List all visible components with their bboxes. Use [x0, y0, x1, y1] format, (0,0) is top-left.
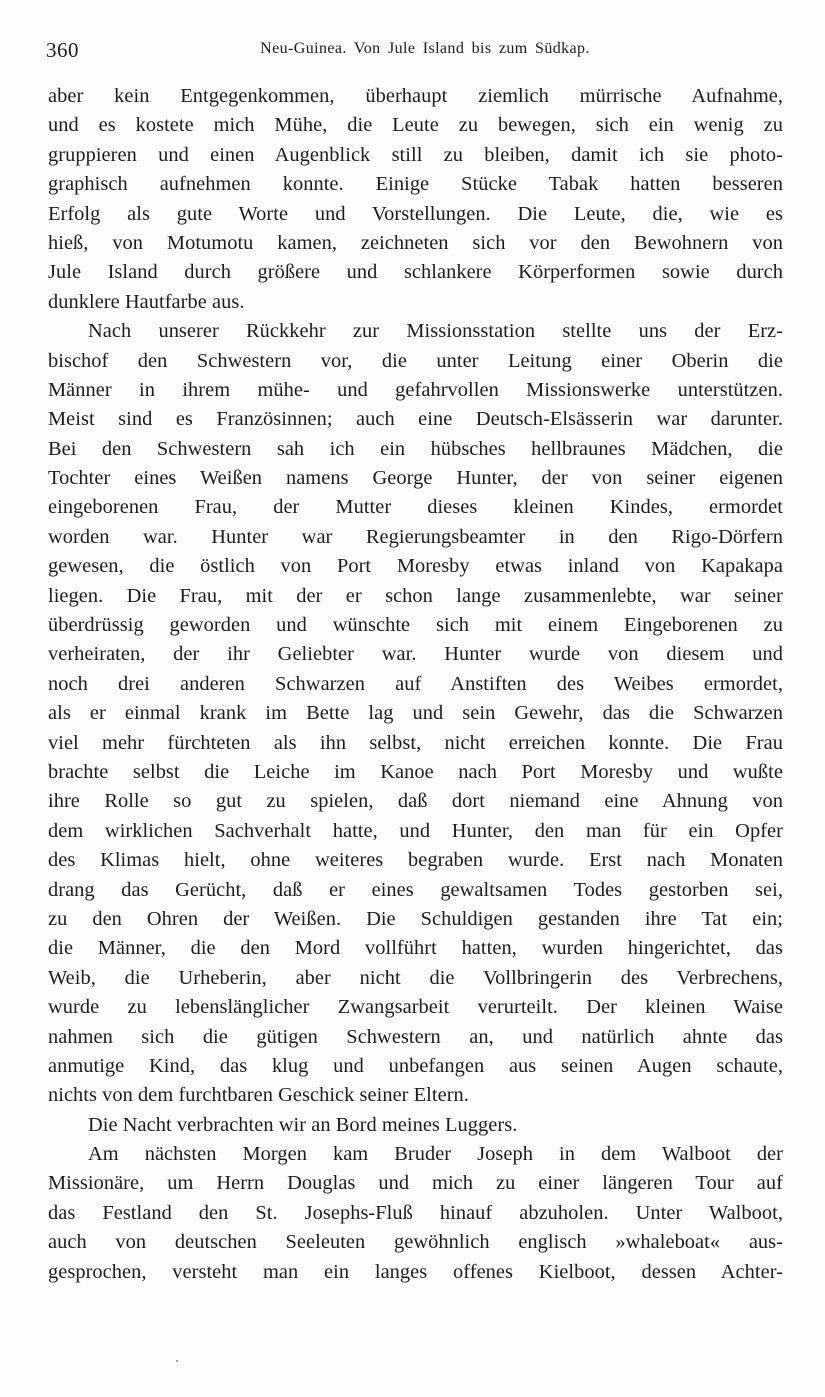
text-line: brachte selbst die Leiche im Kanoe nach Port Moresby und wußte	[48, 760, 783, 783]
text-line: dunklere Hautfarbe aus.	[48, 290, 245, 313]
text-line: hieß, von Motumotu kamen, zeichneten sich vor den Bewohnern von	[48, 231, 783, 254]
text-line: Meist sind es Französinnen; auch eine Deutsch-Elsässerin war darunter.	[48, 408, 783, 431]
text-line: graphisch aufnehmen konnte. Einige Stücke Tabak hatten besseren	[48, 173, 783, 196]
text-line: Erfolg als gute Worte und Vorstellungen. Die Leute, die, wie es	[48, 202, 783, 225]
text-line: Weib, die Urheberin, aber nicht die Vollbringerin des Verbrechens,	[48, 966, 783, 989]
text-line: worden war. Hunter war Regierungsbeamter in den Rigo-Dörfern	[48, 525, 783, 548]
text-line: wurde zu lebenslänglicher Zwangsarbeit verurteilt. Der kleinen Waise	[48, 996, 783, 1019]
text-line: Tochter eines Weißen namens George Hunter, der von seiner eigenen	[48, 467, 783, 490]
page-number: 360	[46, 38, 79, 62]
text-line: Männer in ihrem mühe- und gefahrvollen Missionswerke unterstützen.	[48, 378, 783, 401]
text-line: aber kein Entgegenkommen, überhaupt ziemlich mürrische Aufnahme,	[48, 85, 783, 107]
text-line: nahmen sich die gütigen Schwestern an, und natürlich ahnte das	[48, 1025, 783, 1048]
text-line: das Festland den St. Josephs-Fluß hinauf abzuholen. Unter Walboot,	[48, 1201, 783, 1224]
text-line: gesprochen, versteht man ein langes offenes Kielboot, dessen Achter-	[48, 1260, 783, 1283]
print-speck	[176, 1360, 178, 1362]
text-line: die Männer, die den Mord vollführt hatten, wurden hingerichtet, das	[48, 937, 783, 960]
text-line: gruppieren und einen Augenblick still zu bleiben, damit ich sie photo-	[48, 143, 783, 166]
paragraph-start-line: Nach unserer Rückkehr zur Missionsstation stellte uns der Erz-	[88, 320, 783, 343]
text-line: Missionäre, um Herrn Douglas und mich zu einer längeren Tour auf	[48, 1172, 783, 1195]
text-line: viel mehr fürchteten als ihn selbst, nicht erreichen konnte. Die Frau	[48, 731, 783, 754]
text-line: auch von deutschen Seeleuten gewöhnlich englisch »whaleboat« aus-	[48, 1231, 783, 1254]
text-line: und es kostete mich Mühe, die Leute zu bewegen, sich ein wenig zu	[48, 114, 783, 137]
text-line: dem wirklichen Sachverhalt hatte, und Hunter, den man für ein Opfer	[48, 819, 783, 842]
paragraph-start-line: Die Nacht verbrachten wir an Bord meines Luggers.	[88, 1113, 518, 1136]
text-line: ihre Rolle so gut zu spielen, daß dort niemand eine Ahnung von	[48, 790, 783, 813]
text-line: liegen. Die Frau, mit der er schon lange zusammenlebte, war seiner	[48, 584, 783, 607]
text-line: eingeborenen Frau, der Mutter dieses kleinen Kindes, ermordet	[48, 496, 783, 519]
text-line: bischof den Schwestern vor, die unter Leitung einer Oberin die	[48, 349, 783, 372]
page-header	[46, 38, 784, 64]
text-line: drang das Gerücht, daß er eines gewaltsamen Todes gestorben sei,	[48, 878, 783, 901]
text-line: gewesen, die östlich von Port Moresby etwas inland von Kapakapa	[48, 555, 783, 578]
running-head: Neu-Guinea. Von Jule Island bis zum Südkap.	[260, 40, 590, 57]
text-line: als er einmal krank im Bette lag und sein Gewehr, das die Schwarzen	[48, 702, 783, 725]
paragraph-start-line: Am nächsten Morgen kam Bruder Joseph in dem Walboot der	[88, 1143, 783, 1166]
text-line: anmutige Kind, das klug und unbefangen aus seinen Augen schaute,	[48, 1054, 783, 1077]
body-text	[48, 82, 783, 1287]
text-line: Bei den Schwestern sah ich ein hübsches hellbraunes Mädchen, die	[48, 437, 783, 460]
text-line: nichts von dem furchtbaren Geschick seiner Eltern.	[48, 1084, 469, 1107]
text-line: Jule Island durch größere und schlankere Körperformen sowie durch	[48, 261, 783, 284]
text-line: verheiraten, der ihr Geliebter war. Hunter wurde von diesem und	[48, 643, 783, 666]
text-line: zu den Ohren der Weißen. Die Schuldigen gestanden ihre Tat ein;	[48, 907, 783, 930]
text-line: noch drei anderen Schwarzen auf Anstiften des Weibes ermordet,	[48, 672, 783, 695]
text-line: überdrüssig geworden und wünschte sich mit einem Eingeborenen zu	[48, 614, 783, 637]
text-line: des Klimas hielt, ohne weiteres begraben wurde. Erst nach Monaten	[48, 849, 783, 872]
